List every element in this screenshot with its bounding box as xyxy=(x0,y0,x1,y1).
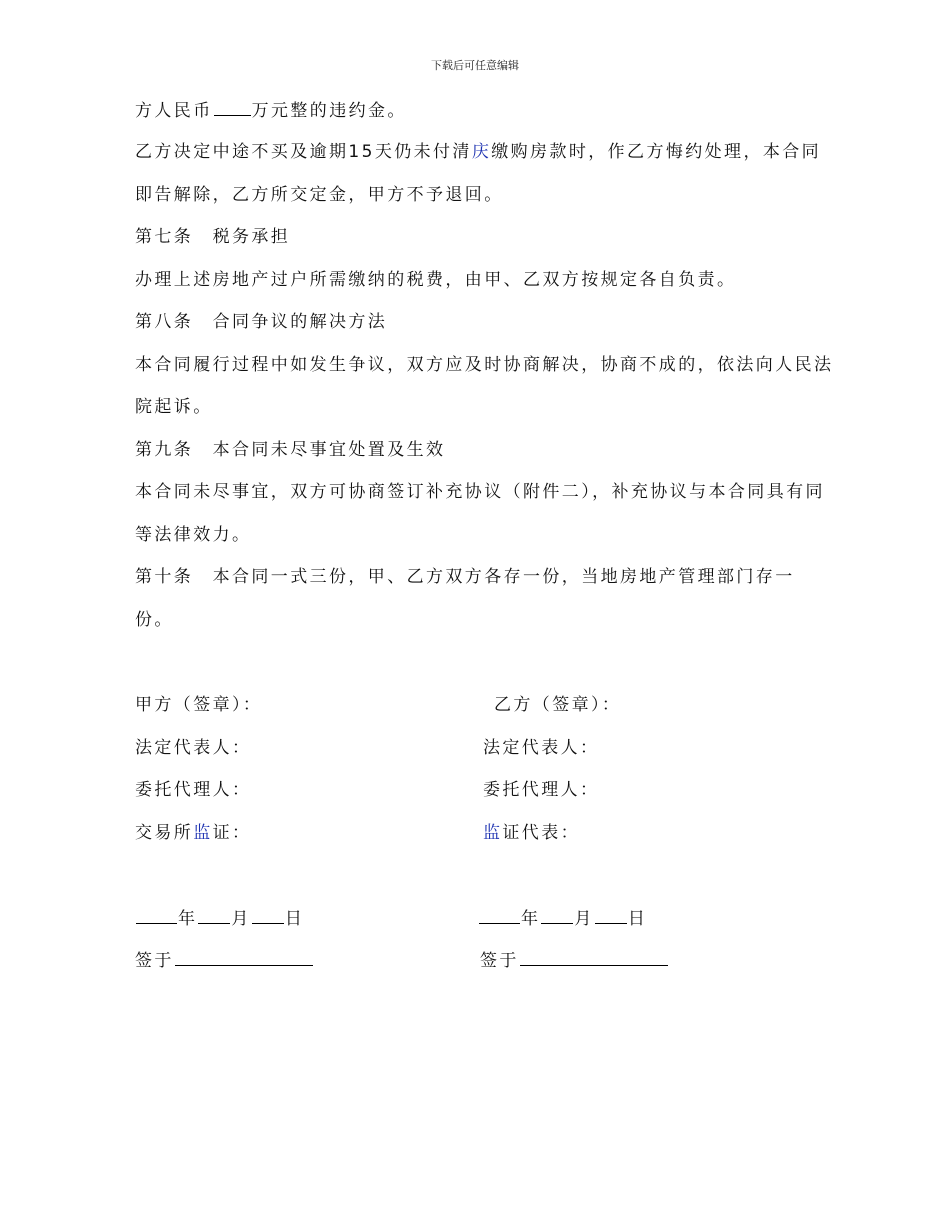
party-a-legal-rep: 法定代表人： xyxy=(135,738,252,758)
paragraph-line: 份。 xyxy=(135,610,174,630)
year-label: 年 xyxy=(178,909,198,929)
signed-at-label: 签于 xyxy=(135,951,174,971)
paragraph-line xyxy=(135,99,407,122)
blank-line xyxy=(198,907,230,924)
text-segment: 交易所 xyxy=(135,823,194,843)
party-b-legal-rep: 法定代表人： xyxy=(483,738,600,758)
text-segment: 证： xyxy=(212,823,252,843)
witness-representative xyxy=(483,822,580,844)
day-label: 日 xyxy=(284,909,305,929)
blank-line xyxy=(520,949,668,966)
paragraph-line xyxy=(135,141,821,163)
signed-at-label: 签于 xyxy=(480,951,519,971)
article-heading: 第八条 合同争议的解决方法 xyxy=(135,312,388,332)
party-a-signed-at xyxy=(135,949,314,972)
text-segment: 缴购房款时，作乙方悔约处理，本合同 xyxy=(491,142,822,162)
highlighted-char: 监 xyxy=(193,823,213,843)
party-a-agent: 委托代理人： xyxy=(135,780,252,800)
year-label: 年 xyxy=(521,909,541,929)
page-header: 下载后可任意编辑 xyxy=(431,59,519,72)
blank-line xyxy=(479,907,520,924)
paragraph-line: 等法律效力。 xyxy=(135,525,252,545)
month-label: 月 xyxy=(574,909,594,929)
text-segment: 证代表： xyxy=(502,823,581,843)
text-segment: 方人民币 xyxy=(135,101,213,121)
article-heading: 第十条 本合同一式三份，甲、乙方双方各存一份，当地房地产管理部门存一 xyxy=(135,567,795,587)
text-segment: 万元整的违约金。 xyxy=(251,101,407,121)
party-b-agent: 委托代理人： xyxy=(483,780,600,800)
paragraph-line: 院起诉。 xyxy=(135,397,213,417)
paragraph-line: 本合同未尽事宜，双方可协商签订补充协议（附件二），补充协议与本合同具有同 xyxy=(135,482,825,502)
party-b-signed-at xyxy=(480,949,669,972)
blank-line xyxy=(136,907,177,924)
party-a-seal: 甲方（签章）： xyxy=(135,695,263,715)
highlighted-char: 监 xyxy=(483,823,503,843)
party-a-date xyxy=(135,907,304,930)
blank-line xyxy=(595,907,627,924)
paragraph-line: 办理上述房地产过户所需缴纳的税费，由甲、乙双方按规定各自负责。 xyxy=(135,270,737,290)
paragraph-line: 本合同履行过程中如发生争议，双方应及时协商解决，协商不成的，依法向人民法 xyxy=(135,355,834,375)
day-label: 日 xyxy=(627,909,648,929)
exchange-witness xyxy=(135,822,251,844)
text-segment: 乙方决定中途不买及逾期15天仍未付清 xyxy=(135,142,472,162)
paragraph-line: 即告解除，乙方所交定金，甲方不予退回。 xyxy=(135,185,504,205)
article-heading: 第七条 税务承担 xyxy=(135,227,291,247)
party-b-seal: 乙方（签章）： xyxy=(494,695,622,715)
article-heading: 第九条 本合同未尽事宜处置及生效 xyxy=(135,440,446,460)
blank-line xyxy=(175,949,313,966)
blank-line xyxy=(214,99,251,116)
month-label: 月 xyxy=(231,909,251,929)
blank-line xyxy=(252,907,284,924)
blank-line xyxy=(541,907,573,924)
highlighted-char: 庆 xyxy=(471,142,492,162)
party-b-date xyxy=(478,907,647,930)
